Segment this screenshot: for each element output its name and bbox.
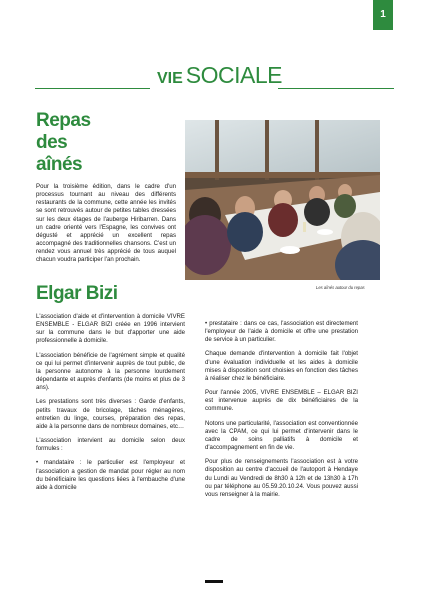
repas-title-line: Repas: [36, 110, 91, 131]
elgar-paragraph: Notons une particularité, l'association est conventionnée avec la CPAM, ce qui lui permet d'intervenir dans le cadre de soins palliatifs à domicile et d'accompagnement en fin de vie.: [205, 419, 358, 452]
elgar-paragraph: Pour l'année 2005, VIVRE ENSEMBLE – ELGAR BIZI est intervenue auprès de dix bénéficiaires de la commune.: [205, 389, 358, 413]
elgar-paragraph: L'association d'aide et d'intervention à domicile VIVRE ENSEMBLE - ELGAR BIZI créée en 1996 intervient sur la commune dans le but d'apporter une aide professionnelle à domicile.: [36, 313, 185, 345]
repas-article-text: [36, 183, 176, 271]
repas-paragraph: Pour la troisième édition, dans le cadre d'un processus tournant au niveau des différents restaurants de la commune, cette année les invités se sont retrouvés autour de petites tables dressées sur les deux étages de l'auberge Hiribarren. Dans un cadre orienté vers l'Espagne, les convives ont dégusté et apprécié un excellent repas accompagné des traditionnelles chansons. C'est un rendez vous annuel très apprécié de tous auquel chacun voudra participer l'an prochain.: [36, 183, 176, 264]
repas-title-line: aînés: [36, 154, 83, 175]
section-header: [157, 62, 283, 90]
repas-title-line: des: [36, 132, 68, 153]
elgar-paragraph: Pour plus de renseignements l'association est à votre disposition au centre d'accueil de l'autoport à Hendaye du Lundi au Vendredi de 8h30 à 12h et de 13h30 à 17h ou par téléphone au 05.59.20.10.24. Vous pouvez aussi vous renseigner à la mairie.: [205, 458, 358, 498]
section-title: SOCIALE: [185, 62, 283, 88]
elgar-column-2: [205, 320, 358, 505]
elgar-paragraph: Chaque demande d'intervention à domicile fait l'objet d'une évaluation individuelle et les aides à domicile mises à disposition sont choisies en fonction des tâches à réaliser chez le bénéficiaire.: [205, 350, 358, 382]
page-number: 1: [380, 9, 386, 20]
repas-photo: [185, 120, 380, 280]
photo-caption: Les aînés autour du repas: [316, 285, 365, 290]
elgar-column-1: [36, 313, 185, 498]
header-rule-left: [35, 88, 150, 89]
elgar-paragraph: L'association bénéficie de l'agrément simple et qualité ce qui lui permet d'intervenir auprès de tout public, de la personne autonome à la personne lourdement dépendante et auprès d'enfants (de moins et plus de 3 ans).: [36, 351, 185, 392]
elgar-paragraph: Les prestations sont très diverses : Garde d'enfants, petits travaux de bricolage, tâches ménagères, entretien du linge, courses, préparation des repas, aide à la personne dans de nombreux domaines, etc…: [36, 398, 185, 430]
footer-mark: [205, 580, 223, 583]
elgar-title: Elgar Bizi: [36, 283, 118, 304]
section-prefix: VIE: [157, 70, 183, 87]
page-number-tab: [373, 0, 393, 30]
elgar-paragraph: L'association intervient au domicile selon deux formules :: [36, 437, 185, 453]
elgar-paragraph: • prestataire : dans ce cas, l'association est directement l'employeur de l'aide à domicile et offre une prestation de service à un particulier.: [205, 320, 358, 344]
header-rule-right: [278, 88, 394, 89]
repas-title: [36, 110, 91, 176]
elgar-paragraph: • mandataire : le particulier est l'employeur et l'association a gestion de mandat pour régler au nom du bénéficiaire les questions liées à l'embauche d'une aide à domicile: [36, 459, 185, 491]
